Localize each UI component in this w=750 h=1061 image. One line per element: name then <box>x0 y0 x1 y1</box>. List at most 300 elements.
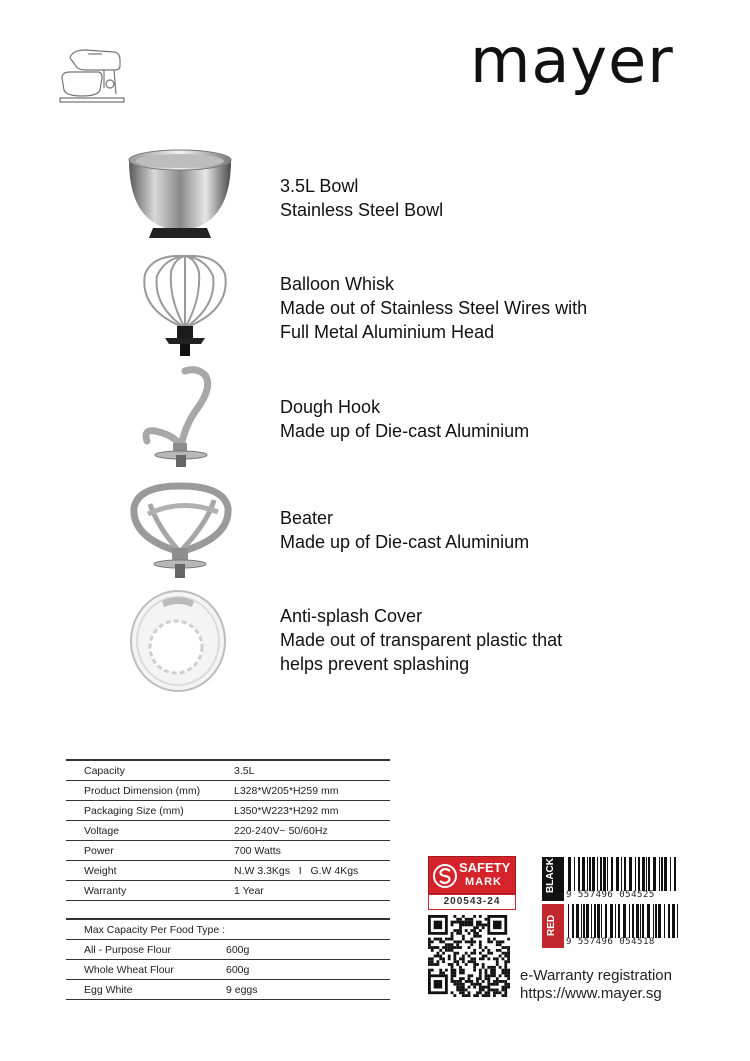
qr-module <box>442 960 445 963</box>
barcode-bar <box>664 904 665 938</box>
qr-module <box>459 932 462 935</box>
spec-value: L328*W205*H259 mm <box>234 781 390 801</box>
qr-module <box>493 972 496 975</box>
qr-module <box>453 980 456 983</box>
balloon-whisk-image <box>135 250 235 360</box>
qr-module <box>428 940 431 943</box>
qr-module <box>462 923 465 926</box>
qr-module <box>465 994 468 997</box>
qr-module <box>462 986 465 989</box>
barcode-bar <box>611 857 613 891</box>
qr-module <box>490 972 493 975</box>
qr-module <box>504 991 507 994</box>
qr-module <box>479 935 482 938</box>
barcode-bar <box>597 904 600 938</box>
barcode-bar <box>581 904 582 938</box>
qr-module <box>476 991 479 994</box>
barcode-bars <box>566 904 682 938</box>
barcode-bar <box>578 857 580 891</box>
qr-module <box>473 952 476 955</box>
qr-module <box>476 977 479 980</box>
qr-module <box>487 974 490 977</box>
qr-module <box>428 957 431 960</box>
qr-module <box>499 940 502 943</box>
qr-module <box>459 989 462 992</box>
qr-module <box>507 949 510 952</box>
capacity-value: 600g <box>226 960 390 980</box>
qr-module <box>496 983 499 986</box>
qr-module <box>507 957 510 960</box>
qr-module <box>434 938 437 941</box>
qr-module <box>459 991 462 994</box>
qr-module <box>468 986 471 989</box>
qr-module <box>493 989 496 992</box>
qr-module <box>453 955 456 958</box>
qr-module <box>468 960 471 963</box>
qr-module <box>499 966 502 969</box>
barcode-bar <box>589 857 591 891</box>
spec-table <box>66 759 390 901</box>
table-row <box>66 861 390 881</box>
accessory-splash-cover <box>280 604 562 676</box>
qr-module <box>448 938 451 941</box>
qr-module <box>502 972 505 975</box>
qr-module <box>468 946 471 949</box>
qr-module <box>470 960 473 963</box>
qr-module <box>490 966 493 969</box>
qr-module <box>456 983 459 986</box>
accessory-beater <box>280 506 529 554</box>
qr-module <box>485 974 488 977</box>
qr-module <box>485 972 488 975</box>
table-row <box>66 781 390 801</box>
qr-module <box>473 994 476 997</box>
qr-module <box>456 963 459 966</box>
accessory-description: Made up of Die-cast Aluminium <box>280 421 530 441</box>
barcode-bar <box>640 904 641 938</box>
qr-module <box>487 983 490 986</box>
barcode-bar <box>586 904 589 938</box>
qr-module <box>459 986 462 989</box>
qr-module <box>490 940 493 943</box>
qr-module <box>499 943 502 946</box>
qr-module <box>493 938 496 941</box>
qr-module <box>451 977 454 980</box>
qr-module <box>482 957 485 960</box>
qr-module <box>470 957 473 960</box>
barcode-bar <box>600 857 602 891</box>
qr-module <box>439 940 442 943</box>
qr-module <box>499 949 502 952</box>
qr-module <box>479 929 482 932</box>
barcode-bar <box>610 904 613 938</box>
qr-module <box>428 963 431 966</box>
qr-module <box>462 960 465 963</box>
qr-module <box>493 974 496 977</box>
brand-logo: mayer <box>470 24 674 97</box>
qr-module <box>482 949 485 952</box>
barcode-bar <box>594 904 596 938</box>
qr-module <box>504 983 507 986</box>
qr-module <box>468 932 471 935</box>
qr-module <box>442 972 445 975</box>
qr-module <box>428 969 431 972</box>
spec-value: 3.5L <box>234 761 390 781</box>
qr-module <box>504 969 507 972</box>
barcode-bar <box>674 857 676 891</box>
qr-module <box>462 955 465 958</box>
qr-module <box>456 960 459 963</box>
qr-module <box>482 989 485 992</box>
qr-module <box>485 977 488 980</box>
qr-module <box>476 935 479 938</box>
qr-module <box>507 983 510 986</box>
qr-module <box>451 963 454 966</box>
qr-module <box>453 921 456 924</box>
table-row <box>66 960 390 980</box>
spec-value: L350*W223*H292 mm <box>234 801 390 821</box>
table-row <box>66 761 390 781</box>
qr-module <box>470 921 473 924</box>
qr-module <box>507 946 510 949</box>
qr-module <box>502 989 505 992</box>
spec-label: Warranty <box>66 881 234 901</box>
qr-module <box>465 923 468 926</box>
qr-module <box>487 952 490 955</box>
qr-module <box>439 955 442 958</box>
qr-module <box>482 966 485 969</box>
barcode-bars <box>566 857 682 891</box>
table-row <box>66 980 390 1000</box>
spec-value: 700 Watts <box>234 841 390 861</box>
qr-module <box>479 969 482 972</box>
qr-module <box>459 977 462 980</box>
qr-module <box>465 940 468 943</box>
qr-module <box>493 994 496 997</box>
qr-module <box>487 957 490 960</box>
qr-module <box>453 983 456 986</box>
barcode-bar <box>624 857 626 891</box>
qr-module <box>493 966 496 969</box>
qr-module <box>502 969 505 972</box>
qr-module <box>504 989 507 992</box>
qr-module <box>445 969 448 972</box>
qr-module <box>473 935 476 938</box>
qr-module <box>453 929 456 932</box>
barcode-bar <box>642 904 644 938</box>
qr-module <box>431 946 434 949</box>
qr-module <box>470 983 473 986</box>
qr-module <box>487 966 490 969</box>
spec-label: Weight <box>66 861 234 881</box>
qr-module <box>490 952 493 955</box>
anti-splash-cover-image <box>128 585 228 695</box>
qr-module <box>453 972 456 975</box>
qr-module <box>462 915 465 918</box>
qr-module <box>473 963 476 966</box>
qr-module <box>482 923 485 926</box>
accessory-whisk <box>280 272 587 344</box>
qr-module <box>456 989 459 992</box>
qr-module <box>476 921 479 924</box>
qr-module <box>479 977 482 980</box>
qr-module <box>487 977 490 980</box>
qr-module <box>482 994 485 997</box>
table-row <box>66 801 390 821</box>
qr-module <box>493 969 496 972</box>
qr-module <box>459 923 462 926</box>
dough-hook-image <box>135 365 225 470</box>
barcode-bar <box>591 904 592 938</box>
barcode-bar <box>568 857 571 891</box>
qr-module <box>431 963 434 966</box>
qr-module <box>451 991 454 994</box>
qr-module <box>439 972 442 975</box>
accessory-title: Balloon Whisk <box>280 274 395 294</box>
qr-module <box>462 969 465 972</box>
qr-module <box>496 991 499 994</box>
qr-module <box>487 980 490 983</box>
ewarranty-info <box>520 967 672 1003</box>
qr-module <box>462 989 465 992</box>
table-row <box>66 841 390 861</box>
qr-module <box>499 955 502 958</box>
barcode-red <box>542 904 682 948</box>
qr-module <box>473 940 476 943</box>
qr-module <box>504 966 507 969</box>
qr-module <box>493 980 496 983</box>
qr-module <box>448 943 451 946</box>
qr-module <box>436 938 439 941</box>
qr-module <box>485 923 488 926</box>
color-label: RED <box>546 914 557 936</box>
qr-module <box>482 926 485 929</box>
qr-module <box>504 986 507 989</box>
qr-module <box>448 963 451 966</box>
qr-module <box>473 929 476 932</box>
qr-module <box>504 955 507 958</box>
qr-module <box>504 952 507 955</box>
qr-module <box>451 932 454 935</box>
qr-module <box>479 946 482 949</box>
qr-module <box>485 986 488 989</box>
qr-module <box>468 921 471 924</box>
qr-module <box>490 974 493 977</box>
qr-module <box>465 980 468 983</box>
qr-module <box>507 960 510 963</box>
qr-module <box>434 946 437 949</box>
accessory-description: Made up of Die-cast Aluminium <box>280 532 530 552</box>
qr-module <box>459 969 462 972</box>
qr-module <box>445 938 448 941</box>
qr-module <box>459 983 462 986</box>
qr-module <box>439 957 442 960</box>
qr-module <box>456 943 459 946</box>
qr-module <box>502 952 505 955</box>
qr-module <box>507 977 510 980</box>
qr-module <box>507 955 510 958</box>
qr-module <box>482 955 485 958</box>
accessory-title: Anti-splash Cover <box>280 606 423 626</box>
barcode-bar <box>659 857 660 891</box>
barcode-bar <box>647 904 650 938</box>
barcode-bar <box>582 857 585 891</box>
qr-module <box>431 960 434 963</box>
qr-module <box>496 989 499 992</box>
qr-module <box>504 980 507 983</box>
barcode-number: 9 557496 054525 <box>566 890 655 900</box>
qr-module <box>428 960 431 963</box>
accessory-description: helps prevent splashing <box>280 654 470 674</box>
qr-module <box>502 957 505 960</box>
qr-module <box>465 918 468 921</box>
qr-module <box>479 989 482 992</box>
barcode-bar <box>668 904 670 938</box>
qr-module <box>473 983 476 986</box>
qr-module <box>453 952 456 955</box>
qr-module <box>439 969 442 972</box>
barcode-bar <box>623 904 626 938</box>
table-row <box>66 940 390 960</box>
qr-module <box>448 957 451 960</box>
barcode-bar <box>601 904 602 938</box>
qr-module <box>470 929 473 932</box>
qr-module <box>504 946 507 949</box>
qr-module <box>499 980 502 983</box>
qr-module <box>479 991 482 994</box>
qr-module <box>468 994 471 997</box>
accessory-title: Dough Hook <box>280 397 381 417</box>
qr-module <box>468 940 471 943</box>
qr-module <box>485 946 488 949</box>
qr-module <box>459 940 462 943</box>
qr-module <box>496 977 499 980</box>
barcode-bar <box>658 904 661 938</box>
capacity-label: Egg White <box>66 980 226 1000</box>
safety-mark-line2: MARK <box>465 876 502 888</box>
qr-module <box>434 963 437 966</box>
qr-module <box>453 957 456 960</box>
qr-module <box>451 935 454 938</box>
qr-module <box>487 938 490 941</box>
qr-module <box>445 949 448 952</box>
barcode-bar <box>653 857 656 891</box>
qr-module <box>479 923 482 926</box>
accessory-title: 3.5L Bowl <box>280 176 359 196</box>
qr-module <box>462 921 465 924</box>
qr-module <box>499 974 502 977</box>
qr-module <box>456 940 459 943</box>
qr-module <box>487 991 490 994</box>
qr-module <box>465 921 468 924</box>
qr-module <box>496 943 499 946</box>
stainless-bowl-image <box>125 146 235 242</box>
qr-module <box>485 918 488 921</box>
qr-module <box>470 940 473 943</box>
qr-module <box>465 952 468 955</box>
qr-module <box>453 940 456 943</box>
barcode-bar <box>648 857 650 891</box>
qr-module <box>496 963 499 966</box>
spec-label: Power <box>66 841 234 861</box>
qr-module <box>468 923 471 926</box>
qr-module <box>470 918 473 921</box>
qr-module <box>499 991 502 994</box>
qr-module <box>479 972 482 975</box>
qr-module <box>451 974 454 977</box>
qr-module <box>507 969 510 972</box>
qr-module <box>473 949 476 952</box>
qr-module <box>473 986 476 989</box>
qr-module <box>451 969 454 972</box>
spec-label: Product Dimension (mm) <box>66 781 234 801</box>
qr-module <box>487 986 490 989</box>
qr-module <box>504 963 507 966</box>
barcode-bar <box>572 904 574 938</box>
spec-label: Packaging Size (mm) <box>66 801 234 821</box>
capacity-value: 600g <box>226 940 390 960</box>
ewarranty-link[interactable]: https://www.mayer.sg <box>520 985 662 1002</box>
qr-module <box>507 972 510 975</box>
qr-module <box>453 969 456 972</box>
qr-module <box>473 926 476 929</box>
qr-module <box>502 980 505 983</box>
qr-module <box>493 991 496 994</box>
qr-module <box>462 957 465 960</box>
qr-module <box>479 986 482 989</box>
qr-module <box>507 986 510 989</box>
qr-module <box>436 960 439 963</box>
qr-module <box>439 938 442 941</box>
qr-module <box>468 955 471 958</box>
spec-value: 1 Year <box>234 881 390 901</box>
qr-module <box>442 952 445 955</box>
safety-mark-badge <box>428 856 516 912</box>
qr-module <box>482 986 485 989</box>
qr-module <box>473 957 476 960</box>
qr-module <box>496 940 499 943</box>
ewarranty-label: e-Warranty registration <box>520 967 672 984</box>
qr-module <box>451 923 454 926</box>
barcode-bar <box>587 857 588 891</box>
qr-finder-center <box>493 921 501 929</box>
qr-module <box>482 980 485 983</box>
qr-module <box>459 957 462 960</box>
qr-finder-center <box>434 980 442 988</box>
qr-module <box>431 949 434 952</box>
qr-module <box>453 946 456 949</box>
table-row <box>66 821 390 841</box>
qr-module <box>473 915 476 918</box>
barcode-bar <box>574 857 575 891</box>
accessory-dough-hook <box>280 395 529 443</box>
qr-module <box>504 960 507 963</box>
qr-module <box>462 983 465 986</box>
accessory-description: Stainless Steel Bowl <box>280 200 444 220</box>
qr-module <box>451 938 454 941</box>
qr-module <box>459 946 462 949</box>
accessory-bowl <box>280 174 443 222</box>
qr-module <box>485 994 488 997</box>
qr-module <box>442 940 445 943</box>
table-row <box>66 881 390 901</box>
qr-module <box>490 983 493 986</box>
qr-module <box>462 994 465 997</box>
qr-module <box>476 980 479 983</box>
qr-code-image[interactable] <box>428 915 510 997</box>
qr-module <box>476 926 479 929</box>
capacity-table <box>66 918 390 1000</box>
